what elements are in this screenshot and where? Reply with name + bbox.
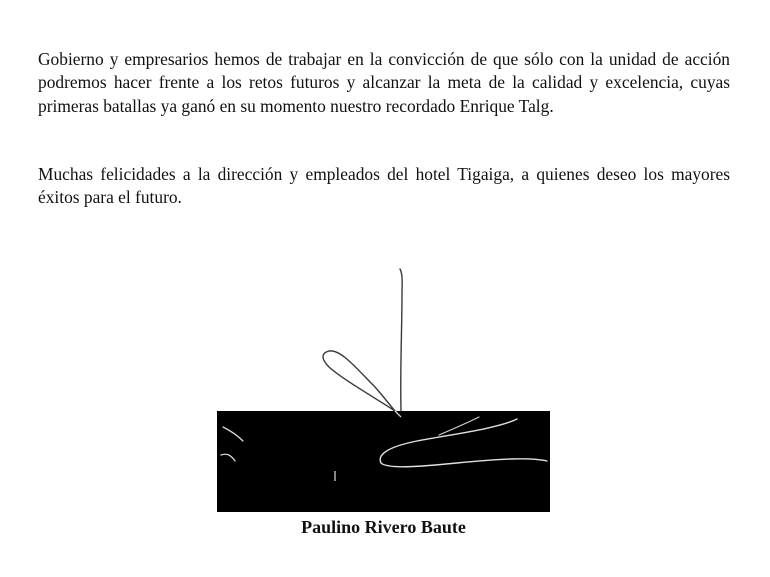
body-paragraph-1: Gobierno y empresarios hemos de trabajar en la convicción de que sólo con la unidad de acción podremos hacer frente a los retos futuros y alcanzar la meta de la calidad y excelencia, cuyas primeras batallas ya ganó en su momento nuestro recordado Enrique Talg. (38, 49, 730, 116)
handwritten-signature-icon (217, 249, 550, 512)
signatory-name: Paulino Rivero Baute (301, 517, 466, 537)
signature-image (217, 249, 550, 512)
body-paragraph-2: Muchas felicidades a la dirección y empleados del hotel Tigaiga, a quienes deseo los mayores éxitos para el futuro. (38, 164, 730, 208)
